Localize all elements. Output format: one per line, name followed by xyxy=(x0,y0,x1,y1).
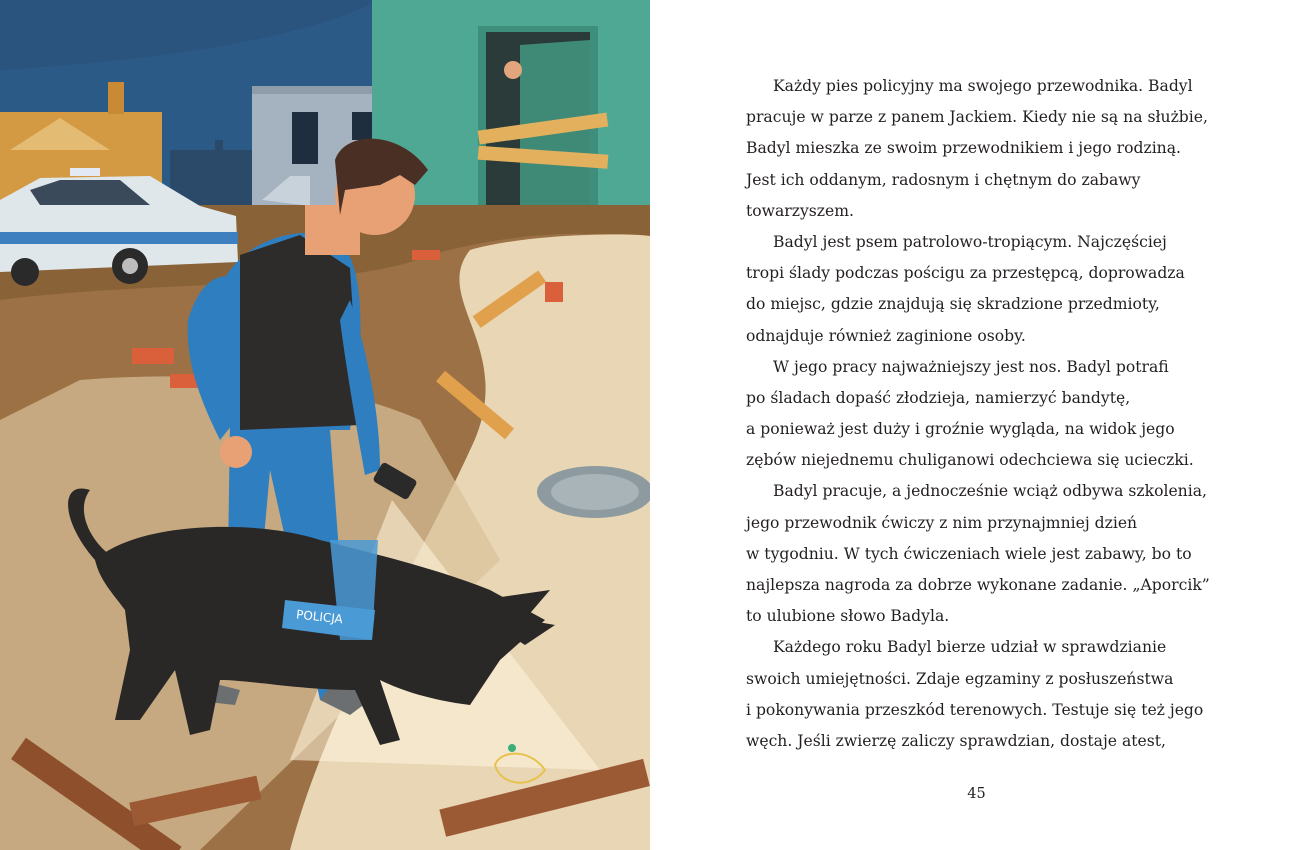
text-line: Każdy pies policyjny ma swojego przewodnika. Badyl xyxy=(773,77,1193,95)
text-line: najlepsza nagroda za dobrze wykonane zadanie. „Aporcik” xyxy=(746,576,1210,594)
text-line: węch. Jeśli zwierzę zaliczy sprawdzian, dostaje atest, xyxy=(746,731,1167,750)
text-page xyxy=(650,0,1299,850)
text-line: tropi ślady podczas pościgu za przestępcą, doprowadza xyxy=(746,264,1185,283)
text-line: jego przewodnik ćwiczy z nim przynajmniej dzień xyxy=(746,513,1138,532)
text-line: pracuje w parze z panem Jackiem. Kiedy nie są na służbie, xyxy=(746,108,1208,127)
text-line: Badyl pracuje, a jednocześnie wciąż odbywa szkolenia, xyxy=(773,482,1207,501)
text-line: po śladach dopaść złodzieja, namierzyć bandytę, xyxy=(746,388,1131,407)
text-line: towarzyszem. xyxy=(746,201,854,220)
text-line: Badyl jest psem patrolowo-tropiącym. Najczęściej xyxy=(773,232,1167,251)
text-line: zębów niejednemu chuliganowi odechciewa się ucieczki. xyxy=(746,451,1194,470)
text-line: w tygodniu. W tych ćwiczeniach wiele jest zabawy, bo to xyxy=(746,544,1192,563)
text-line: to ulubione słowo Badyla. xyxy=(746,607,950,626)
body-text xyxy=(746,71,1216,757)
text-line: W jego pracy najważniejszy jest nos. Badyl potrafi xyxy=(773,357,1169,376)
page-number: 45 xyxy=(967,786,986,802)
text-line: odnajduje również zaginione osoby. xyxy=(746,326,1026,345)
text-line: a ponieważ jest duży i groźnie wygląda, na widok jego xyxy=(746,420,1175,439)
text-line: Badyl mieszka ze swoim przewodnikiem i jego rodziną. xyxy=(746,139,1181,158)
text-line: swoich umiejętności. Zdaje egzaminy z posłuszeństwa xyxy=(746,669,1174,688)
text-line: do miejsc, gdzie znajdują się skradzione przedmioty, xyxy=(746,295,1160,314)
text-line: Jest ich oddanym, radosnym i chętnym do zabawy xyxy=(746,170,1141,189)
harness-label: POLICJA xyxy=(295,607,344,627)
text-line: Każdego roku Badyl bierze udział w sprawdzianie xyxy=(773,638,1167,657)
text-line: i pokonywania przeszkód terenowych. Testuje się też jego xyxy=(746,700,1204,719)
